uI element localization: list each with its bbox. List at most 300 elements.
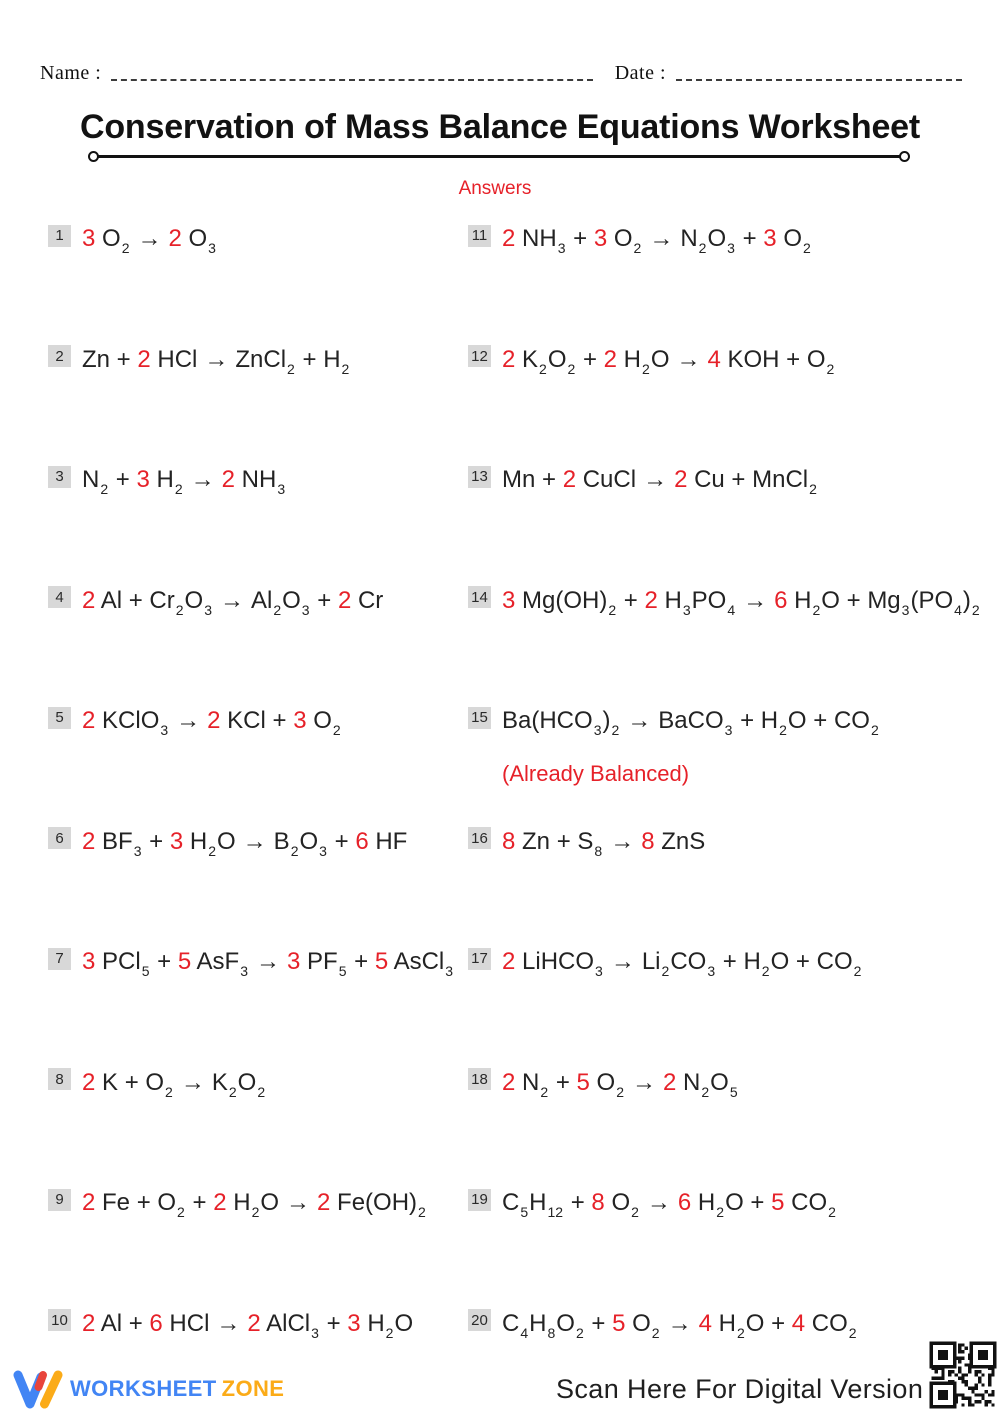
subscript: 2 <box>699 240 707 256</box>
formula-text: + <box>348 948 375 975</box>
equation-row <box>48 1186 460 1307</box>
equation-row <box>48 584 460 705</box>
answers-heading: Answers <box>0 178 990 200</box>
equation-number: 9 <box>48 1189 71 1211</box>
subscript: 2 <box>827 361 835 377</box>
formula-text: CuCl <box>583 466 636 493</box>
coefficient: 2 <box>645 587 665 614</box>
formula-text: O <box>783 225 802 252</box>
coefficient: 4 <box>699 1310 719 1337</box>
formula-text: (PO <box>910 587 953 614</box>
formula-text: H <box>367 1310 384 1337</box>
formula-text: + H <box>296 346 341 373</box>
subscript: 2 <box>616 1084 624 1100</box>
formula-text: O + Mg <box>821 587 900 614</box>
formula-text: CO <box>670 948 706 975</box>
formula-text: H <box>794 587 811 614</box>
subscript: 2 <box>122 240 130 256</box>
equation-formula <box>502 828 705 855</box>
formula-text: N <box>82 466 99 493</box>
formula-text: HF <box>375 828 407 855</box>
coefficient: 4 <box>707 346 727 373</box>
equation-formula <box>82 466 286 493</box>
formula-text: O <box>597 1069 616 1096</box>
formula-text: + H <box>716 948 761 975</box>
coefficient: 3 <box>82 225 102 252</box>
equation-number: 7 <box>48 948 71 970</box>
subscript: 2 <box>779 722 787 738</box>
coefficient: 3 <box>170 828 190 855</box>
formula-text: BaCO <box>658 707 723 734</box>
subscript: 3 <box>707 963 715 979</box>
subscript: 2 <box>608 602 616 618</box>
coefficient: 3 <box>502 587 522 614</box>
coefficient: 3 <box>347 1310 367 1337</box>
coefficient: 6 <box>149 1310 169 1337</box>
subscript: 2 <box>871 722 879 738</box>
logo-text-worksheet: WORKSHEET <box>70 1376 217 1401</box>
subscript: 2 <box>737 1325 745 1341</box>
formula-text: + <box>150 948 177 975</box>
coefficient: 2 <box>82 1310 101 1337</box>
coefficient: 2 <box>82 1069 102 1096</box>
formula-text: NH <box>522 225 557 252</box>
coefficient: 6 <box>678 1189 698 1216</box>
equation-number: 8 <box>48 1068 71 1090</box>
equation-row <box>468 1307 998 1427</box>
coefficient: 2 <box>213 1189 233 1216</box>
reaction-arrow-icon: → <box>286 1189 310 1216</box>
formula-text: H <box>190 828 207 855</box>
coefficient: 2 <box>502 948 522 975</box>
subscript: 3 <box>558 240 566 256</box>
formula-text: + <box>585 1310 612 1337</box>
equation-row <box>468 945 998 1066</box>
subscript: 2 <box>642 361 650 377</box>
subscript: 3 <box>204 602 212 618</box>
formula-text: H <box>529 1310 546 1337</box>
equation-number: 15 <box>468 707 491 729</box>
coefficient: 5 <box>375 948 394 975</box>
reaction-arrow-icon: → <box>627 707 651 734</box>
subscript: 2 <box>972 602 980 618</box>
subscript: 4 <box>520 1325 528 1341</box>
formula-text: Cr <box>358 587 383 614</box>
equation-row <box>48 1066 460 1187</box>
formula-text: PF <box>307 948 338 975</box>
subscript: 2 <box>418 1204 426 1220</box>
subscript: 3 <box>134 843 142 859</box>
scan-here-text: Scan Here For Digital Version <box>556 1374 923 1405</box>
subscript: 2 <box>716 1204 724 1220</box>
formula-text: CO <box>791 1189 827 1216</box>
reaction-arrow-icon: → <box>191 466 215 493</box>
formula-text: + <box>566 225 593 252</box>
formula-text: KClO <box>102 707 159 734</box>
subscript: 3 <box>240 963 248 979</box>
formula-text: Fe(OH) <box>337 1189 417 1216</box>
date-blank-line <box>676 65 962 81</box>
coefficient: 2 <box>502 225 522 252</box>
formula-text: O <box>548 346 567 373</box>
logo-text-zone: ZONE <box>222 1376 285 1401</box>
reaction-arrow-icon: → <box>611 948 635 975</box>
formula-text: + <box>109 466 136 493</box>
formula-text: H <box>698 1189 715 1216</box>
coefficient: 2 <box>502 346 522 373</box>
formula-text: ZnS <box>661 828 705 855</box>
reaction-arrow-icon: → <box>649 225 673 252</box>
formula-text: O <box>632 1310 651 1337</box>
reaction-arrow-icon: → <box>743 587 767 614</box>
formula-text: O <box>185 587 204 614</box>
coefficient: 8 <box>641 828 661 855</box>
subscript: 2 <box>809 481 817 497</box>
subscript: 2 <box>287 361 295 377</box>
coefficient: 2 <box>137 346 157 373</box>
formula-text: KCl + <box>227 707 293 734</box>
subscript: 2 <box>803 240 811 256</box>
equation-number: 11 <box>468 225 491 247</box>
formula-text: + <box>736 225 763 252</box>
equation-row <box>48 945 460 1066</box>
subscript: 2 <box>634 240 642 256</box>
coefficient: 5 <box>612 1310 632 1337</box>
formula-text: AsCl <box>394 948 445 975</box>
equation-formula <box>82 225 217 252</box>
name-label: Name : <box>40 62 101 85</box>
coefficient: 2 <box>168 225 188 252</box>
formula-text: O <box>313 707 332 734</box>
qr-code-icon <box>928 1340 998 1410</box>
subscript: 2 <box>611 722 619 738</box>
subscript: 3 <box>727 240 735 256</box>
formula-text: K + O <box>102 1069 164 1096</box>
equation-number: 13 <box>468 466 491 488</box>
subscript: 2 <box>273 602 281 618</box>
equation-formula <box>502 587 981 614</box>
equation-number: 16 <box>468 827 491 849</box>
subscript: 3 <box>725 722 733 738</box>
formula-text: H <box>157 466 174 493</box>
formula-text: H <box>529 1189 546 1216</box>
subscript: 2 <box>208 843 216 859</box>
subscript: 2 <box>100 481 108 497</box>
formula-text: O <box>260 1189 279 1216</box>
subscript: 3 <box>683 602 691 618</box>
reaction-arrow-icon: → <box>220 587 244 614</box>
formula-text: C <box>502 1310 519 1337</box>
coefficient: 2 <box>207 707 227 734</box>
coefficient: 2 <box>317 1189 337 1216</box>
formula-text: LiHCO <box>522 948 594 975</box>
formula-text: O <box>651 346 670 373</box>
equation-formula <box>502 466 818 493</box>
reaction-arrow-icon: → <box>137 225 161 252</box>
formula-text: N <box>522 1069 539 1096</box>
reaction-arrow-icon: → <box>243 828 267 855</box>
worksheetzone-logo <box>12 1366 284 1412</box>
equation-formula <box>82 1069 266 1096</box>
formula-text: KOH + O <box>728 346 826 373</box>
equation-formula <box>82 346 350 373</box>
subscript: 3 <box>277 481 285 497</box>
formula-text: HCl <box>169 1310 209 1337</box>
formula-text: + <box>142 828 169 855</box>
coefficient: 3 <box>293 707 313 734</box>
coefficient: 2 <box>82 707 102 734</box>
subscript: 2 <box>631 1204 639 1220</box>
coefficient: 2 <box>663 1069 683 1096</box>
formula-text: + <box>186 1189 213 1216</box>
subscript: 2 <box>291 843 299 859</box>
formula-text: + <box>320 1310 347 1337</box>
coefficient: 3 <box>763 225 783 252</box>
equation-formula <box>82 948 454 975</box>
subscript: 3 <box>445 963 453 979</box>
subscript: 3 <box>311 1325 319 1341</box>
equation-row <box>48 222 460 343</box>
formula-text: H <box>233 1189 250 1216</box>
formula-text: Zn + <box>82 346 137 373</box>
subscript: 2 <box>229 1084 237 1100</box>
subscript: 2 <box>539 361 547 377</box>
formula-text: CO <box>812 1310 848 1337</box>
formula-text: + <box>617 587 644 614</box>
subscript: 2 <box>175 481 183 497</box>
formula-text: HCl <box>157 346 197 373</box>
subscript: 5 <box>520 1204 528 1220</box>
coefficient: 3 <box>82 948 102 975</box>
formula-text: H <box>624 346 641 373</box>
reaction-arrow-icon: → <box>632 1069 656 1096</box>
name-date-row <box>40 62 962 85</box>
equation-formula <box>82 1310 413 1337</box>
coefficient: 3 <box>137 466 157 493</box>
equation-number: 20 <box>468 1309 491 1331</box>
equation-row <box>468 584 998 705</box>
formula-text: O + <box>725 1189 771 1216</box>
formula-text: ZnCl <box>235 346 286 373</box>
formula-text: H <box>719 1310 736 1337</box>
formula-text: + <box>328 828 355 855</box>
coefficient: 2 <box>82 828 102 855</box>
formula-text: O <box>102 225 121 252</box>
formula-text: Li <box>642 948 661 975</box>
subscript: 3 <box>208 240 216 256</box>
equation-formula <box>502 225 812 252</box>
coefficient: 8 <box>591 1189 611 1216</box>
formula-text: Al <box>251 587 272 614</box>
formula-text: O + <box>746 1310 792 1337</box>
subscript: 3 <box>160 722 168 738</box>
coefficient: 2 <box>563 466 583 493</box>
subscript: 3 <box>302 602 310 618</box>
reaction-arrow-icon: → <box>676 346 700 373</box>
formula-text: O <box>394 1310 413 1337</box>
formula-text: N <box>683 1069 700 1096</box>
subscript: 2 <box>333 722 341 738</box>
reaction-arrow-icon: → <box>181 1069 205 1096</box>
coefficient: 3 <box>594 225 614 252</box>
formula-text: Mn + <box>502 466 563 493</box>
coefficient: 6 <box>774 587 794 614</box>
coefficient: 2 <box>82 587 101 614</box>
subscript: 2 <box>662 963 670 979</box>
equation-number: 5 <box>48 707 71 729</box>
subscript: 5 <box>142 963 150 979</box>
subscript: 2 <box>701 1084 709 1100</box>
subscript: 2 <box>386 1325 394 1341</box>
equation-formula <box>502 948 862 975</box>
coefficient: 2 <box>502 1069 522 1096</box>
formula-text: + <box>549 1069 576 1096</box>
formula-text: N <box>680 225 697 252</box>
coefficient: 4 <box>792 1310 812 1337</box>
formula-text: + <box>576 346 603 373</box>
subscript: 2 <box>342 361 350 377</box>
formula-text: Al + Cr <box>101 587 175 614</box>
coefficient: 3 <box>287 948 307 975</box>
formula-text: BF <box>102 828 133 855</box>
coefficient: 8 <box>502 828 522 855</box>
formula-text: O <box>299 828 318 855</box>
equation-row <box>468 222 998 343</box>
subscript: 2 <box>257 1084 265 1100</box>
equation-formula <box>82 828 407 855</box>
formula-text: O <box>710 1069 729 1096</box>
formula-text: K <box>212 1069 228 1096</box>
equation-number: 6 <box>48 827 71 849</box>
name-blank-line <box>111 65 592 81</box>
formula-text: O + CO <box>788 707 870 734</box>
equation-formula <box>502 1189 837 1216</box>
formula-text: O <box>614 225 633 252</box>
already-balanced-note: (Already Balanced) <box>502 761 998 787</box>
formula-text: H <box>665 587 682 614</box>
formula-text: + <box>564 1189 591 1216</box>
subscript: 2 <box>762 963 770 979</box>
coefficient: 2 <box>604 346 624 373</box>
equation-number: 18 <box>468 1068 491 1090</box>
formula-text: NH <box>242 466 277 493</box>
equation-row <box>48 704 460 825</box>
formula-text: Fe + O <box>102 1189 176 1216</box>
subscript: 2 <box>576 1325 584 1341</box>
formula-text: AsF <box>197 948 240 975</box>
date-label: Date : <box>615 62 666 85</box>
subscript: 8 <box>547 1325 555 1341</box>
formula-text: K <box>522 346 538 373</box>
formula-text: O <box>189 225 208 252</box>
formula-text: ) <box>963 587 971 614</box>
subscript: 8 <box>594 843 602 859</box>
reaction-arrow-icon: → <box>204 346 228 373</box>
equation-number: 4 <box>48 586 71 608</box>
title-underline <box>94 155 904 158</box>
equation-row <box>48 343 460 464</box>
equation-row <box>468 704 998 825</box>
equation-number: 14 <box>468 586 491 608</box>
equation-formula <box>82 587 383 614</box>
subscript: 4 <box>727 602 735 618</box>
reaction-arrow-icon: → <box>176 707 200 734</box>
equation-row <box>48 825 460 946</box>
equation-row <box>468 1186 998 1307</box>
equation-row <box>468 343 998 464</box>
equation-row <box>468 1066 998 1187</box>
formula-text: B <box>274 828 290 855</box>
subscript: 3 <box>594 722 602 738</box>
equation-formula <box>502 1069 739 1096</box>
formula-text: O <box>556 1310 575 1337</box>
formula-text: C <box>502 1189 519 1216</box>
subscript: 2 <box>568 361 576 377</box>
equation-number: 12 <box>468 345 491 367</box>
subscript: 2 <box>854 963 862 979</box>
coefficient: 5 <box>178 948 197 975</box>
formula-text: PCl <box>102 948 141 975</box>
formula-text: Mg(OH) <box>522 587 607 614</box>
subscript: 2 <box>177 1204 185 1220</box>
subscript: 2 <box>540 1084 548 1100</box>
formula-text: Al + <box>101 1310 150 1337</box>
reaction-arrow-icon: → <box>256 948 280 975</box>
subscript: 2 <box>813 602 821 618</box>
formula-text: O + CO <box>771 948 853 975</box>
equation-formula <box>502 707 880 734</box>
equation-row <box>468 463 998 584</box>
equation-formula <box>82 707 342 734</box>
coefficient: 2 <box>247 1310 266 1337</box>
formula-text: AlCl <box>266 1310 310 1337</box>
coefficient: 5 <box>577 1069 597 1096</box>
formula-text: O <box>238 1069 257 1096</box>
equation-number: 3 <box>48 466 71 488</box>
formula-text: O <box>282 587 301 614</box>
formula-text: PO <box>692 587 727 614</box>
equation-number: 2 <box>48 345 71 367</box>
equation-row <box>468 825 998 946</box>
subscript: 2 <box>828 1204 836 1220</box>
reaction-arrow-icon: → <box>610 828 634 855</box>
equations-column-right <box>468 222 998 1427</box>
subscript: 12 <box>547 1204 563 1220</box>
equations-column-left <box>48 222 460 1427</box>
worksheetzone-w-logo-icon <box>12 1366 64 1412</box>
coefficient: 2 <box>338 587 358 614</box>
subscript: 5 <box>339 963 347 979</box>
formula-text: Ba(HCO <box>502 707 593 734</box>
formula-text: O <box>707 225 726 252</box>
coefficient: 6 <box>355 828 375 855</box>
formula-text: Cu + MnCl <box>694 466 808 493</box>
formula-text: ) <box>602 707 610 734</box>
coefficient: 2 <box>82 1189 102 1216</box>
reaction-arrow-icon: → <box>647 1189 671 1216</box>
subscript: 2 <box>176 602 184 618</box>
reaction-arrow-icon: → <box>643 466 667 493</box>
formula-text: + H <box>733 707 778 734</box>
equation-row <box>48 463 460 584</box>
logo-text <box>70 1376 284 1402</box>
coefficient: 2 <box>674 466 694 493</box>
subscript: 2 <box>252 1204 260 1220</box>
equation-formula <box>502 346 835 373</box>
page-title: Conservation of Mass Balance Equations Worksheet <box>0 108 1000 147</box>
equation-number: 17 <box>468 948 491 970</box>
subscript: 3 <box>595 963 603 979</box>
